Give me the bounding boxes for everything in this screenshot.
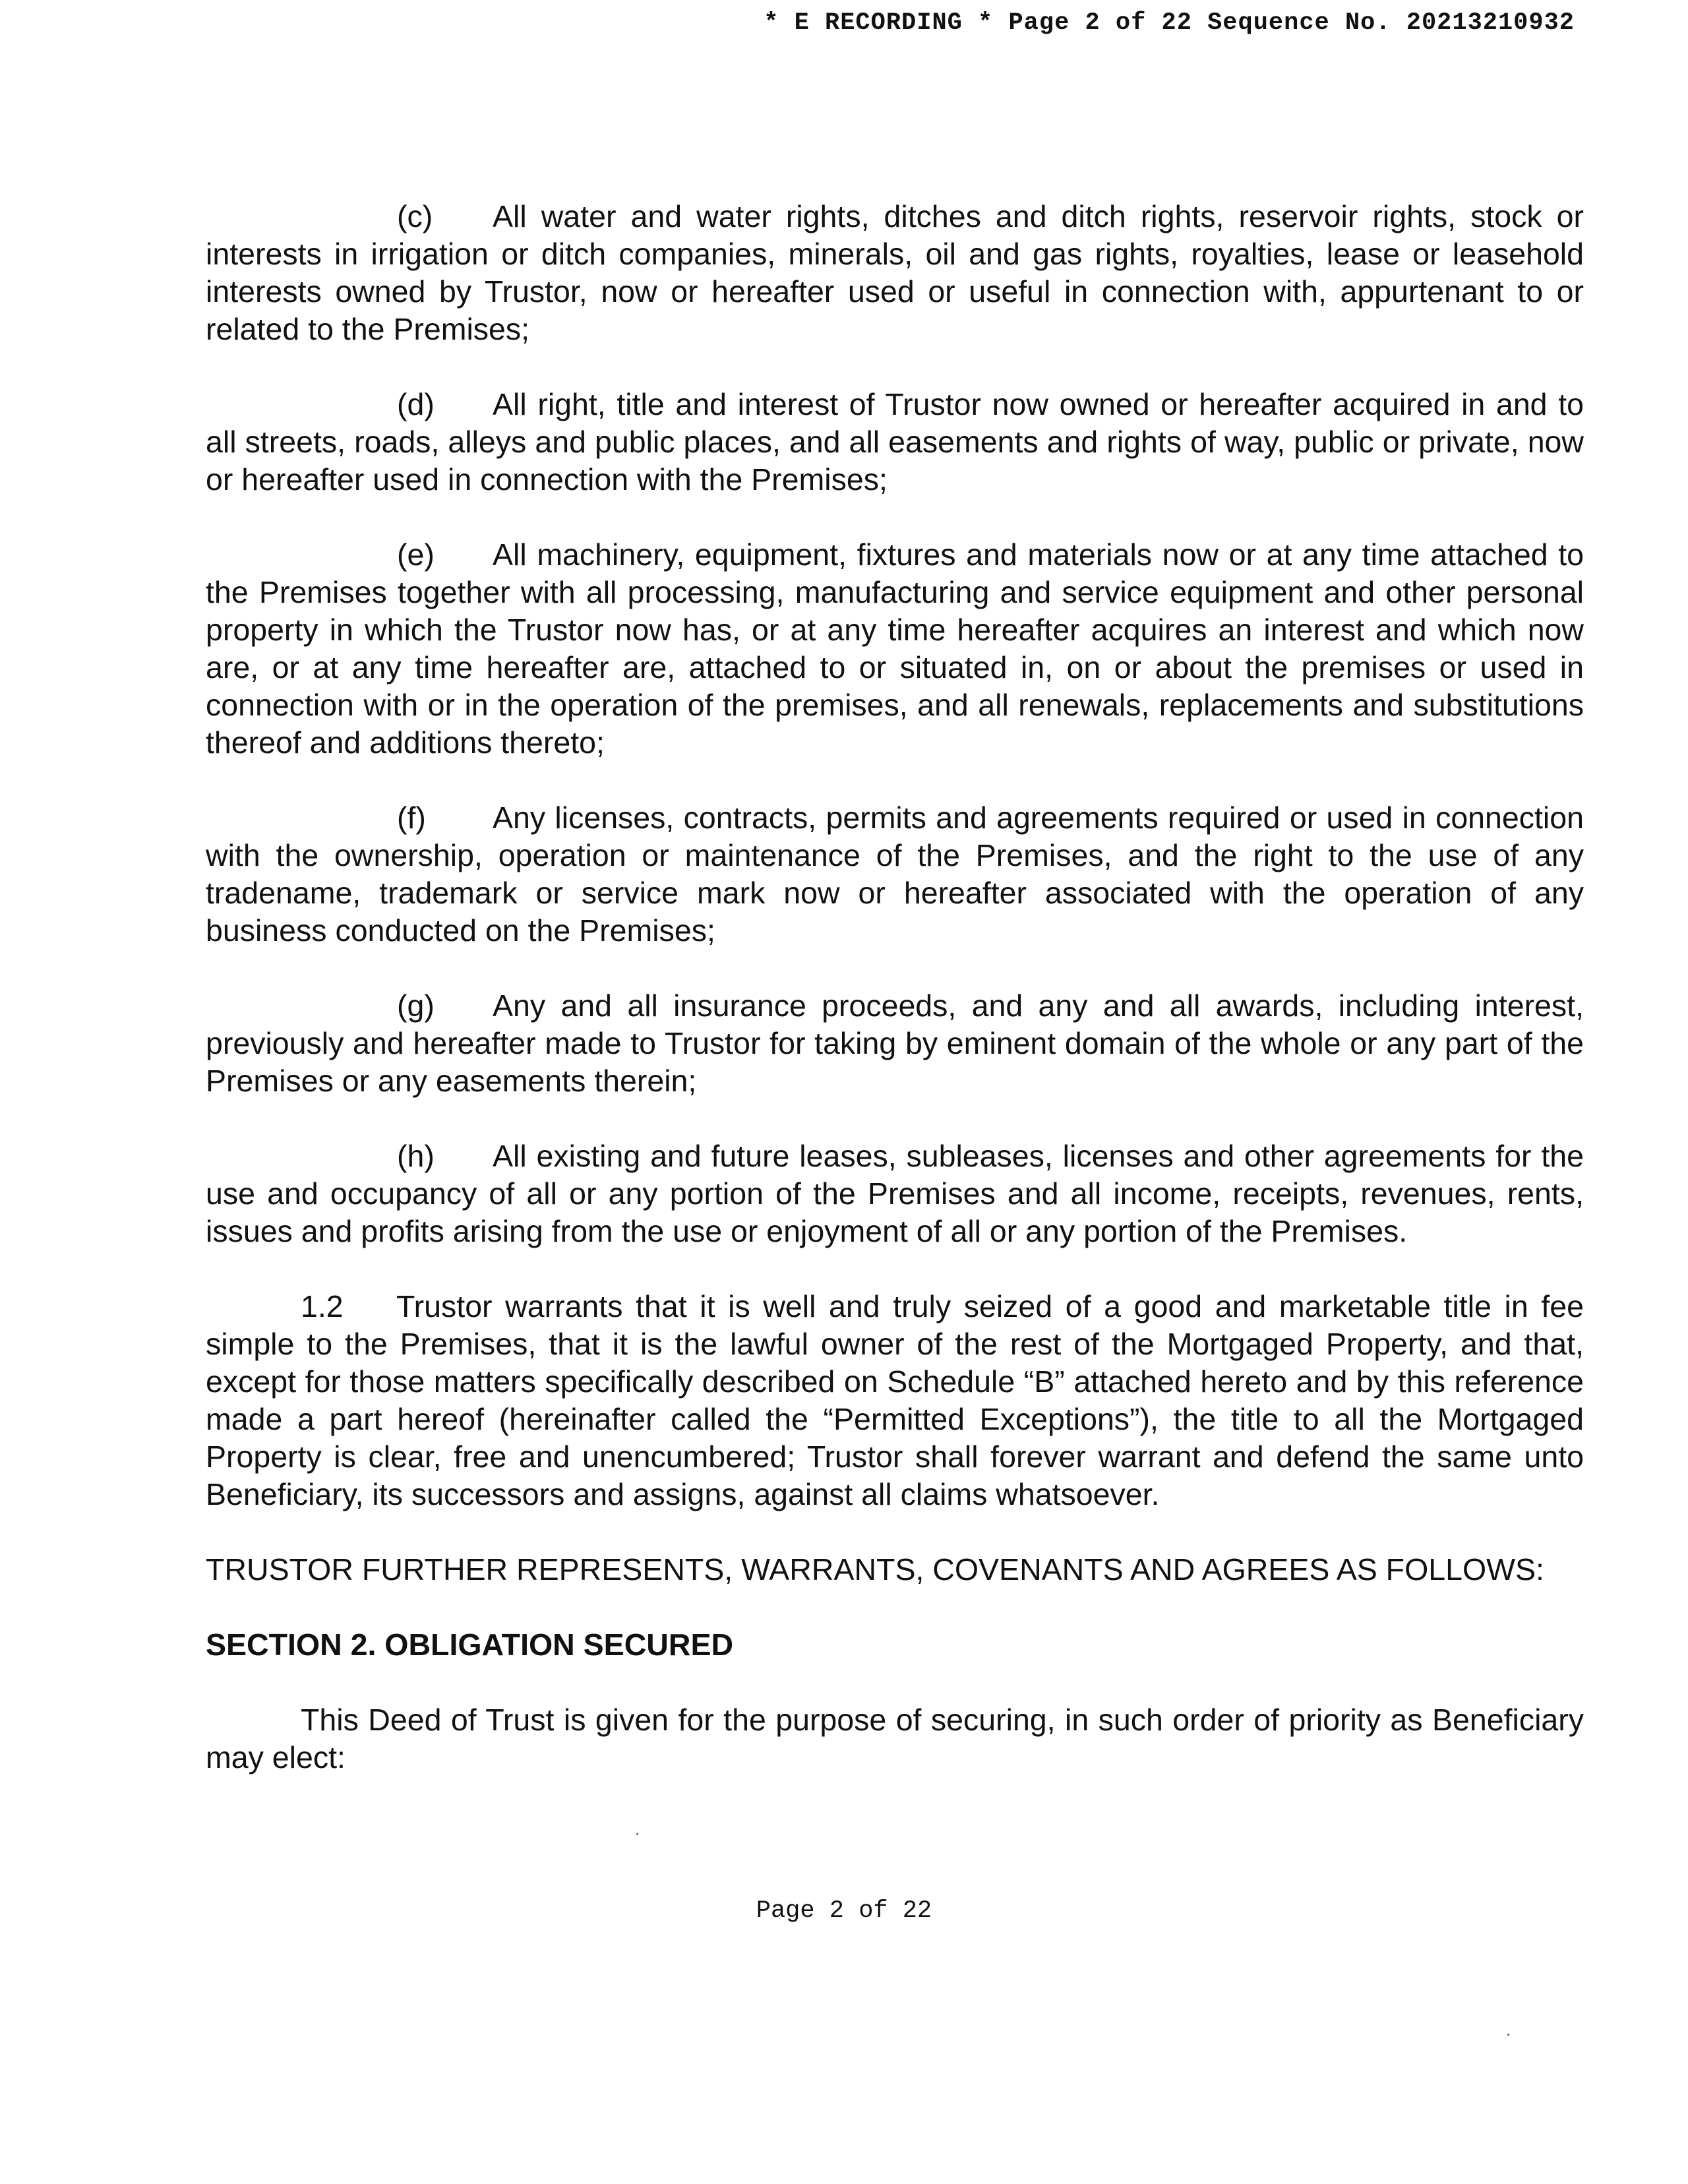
warranty-paragraph bbox=[206, 1288, 1584, 1513]
section-2-intro bbox=[206, 1701, 1584, 1776]
warranty-text: Trustor warrants that it is well and truly seized of a good and marketable title in fee simple to the Premises, that it is the lawful owner of the rest of the Mortgaged Property, and that, except for those matters specifically described on Schedule “B” attached hereto and by this reference made a part hereof (hereinafter called the “Permitted Exceptions”), the title to all the Mortgaged Property is clear, free and unencumbered; Trustor shall forever warrant and defend the same unto Beneficiary, its successors and assigns, against all claims whatsoever. bbox=[206, 1289, 1584, 1511]
paragraph-c bbox=[206, 198, 1584, 348]
paragraph-label: (e) bbox=[397, 537, 435, 572]
further-represents: TRUSTOR FURTHER REPRESENTS, WARRANTS, COVENANTS AND AGREES AS FOLLOWS: bbox=[206, 1552, 1544, 1587]
paragraph-g bbox=[206, 987, 1584, 1100]
paragraph-text: All existing and future leases, subleases, licenses and other agreements for the use and occupancy of all or any portion of the Premises and all income, receipts, revenues, rents, issues and profits arising from the use or enjoyment of all or any portion of the Premises. bbox=[206, 1139, 1584, 1248]
paragraph-text: Any and all insurance proceeds, and any and all awards, including interest, previously and hereafter made to Trustor for taking by eminent domain of the whole or any part of the Premises or any easements therein; bbox=[206, 988, 1584, 1098]
page-footer: Page 2 of 22 bbox=[756, 1897, 932, 1925]
paragraph-h bbox=[206, 1138, 1584, 1250]
paragraph-text: All right, title and interest of Trustor now owned or hereafter acquired in and to all streets, roads, alleys and public places, and all easements and rights of way, public or private, now or hereafter used in connection with the Premises; bbox=[206, 387, 1584, 497]
paragraph-text: All water and water rights, ditches and ditch rights, reservoir rights, stock or interests in irrigation or ditch companies, minerals, oil and gas rights, royalties, lease or leasehold interests owned by Trustor, now or hereafter used or useful in connection with, appurtenant to or related to the Premises; bbox=[206, 199, 1584, 346]
paragraph-label: (c) bbox=[397, 199, 433, 233]
warranty-number: 1.2 bbox=[301, 1289, 344, 1323]
paragraph-f bbox=[206, 799, 1584, 950]
document-body bbox=[206, 198, 1584, 1814]
paragraph-text: All machinery, equipment, fixtures and materials now or at any time attached to the Premises together with all processing, manufacturing and service equipment and other personal property in which the Trustor now has, or at any time hereafter acquires an interest and which now are, or at any time hereafter are, attached to or situated in, on or about the premises or used in connection with or in the operation of the premises, and all renewals, replacements and substitutions thereof and additions thereto; bbox=[206, 537, 1584, 760]
paragraph-label: (h) bbox=[397, 1139, 435, 1173]
recording-header: * E RECORDING * Page 2 of 22 Sequence No. 20213210932 bbox=[764, 9, 1575, 37]
paragraph-label: (g) bbox=[397, 988, 435, 1023]
section-2-text: This Deed of Trust is given for the purpose of securing, in such order of priority as Beneficiary may elect: bbox=[206, 1703, 1584, 1774]
paragraph-d bbox=[206, 386, 1584, 499]
paragraph-e bbox=[206, 536, 1584, 762]
paragraph-text: Any licenses, contracts, permits and agreements required or used in connection with the ownership, operation or maintenance of the Premises, and the right to the use of any tradename, trademark or service mark now or hereafter associated with the operation of any business conducted on the Premises; bbox=[206, 801, 1584, 948]
scan-speck bbox=[636, 1833, 638, 1835]
paragraph-label: (f) bbox=[397, 801, 426, 835]
scan-speck bbox=[1507, 2034, 1509, 2036]
section-heading: SECTION 2. OBLIGATION SECURED bbox=[206, 1627, 734, 1662]
paragraph-label: (d) bbox=[397, 387, 435, 421]
